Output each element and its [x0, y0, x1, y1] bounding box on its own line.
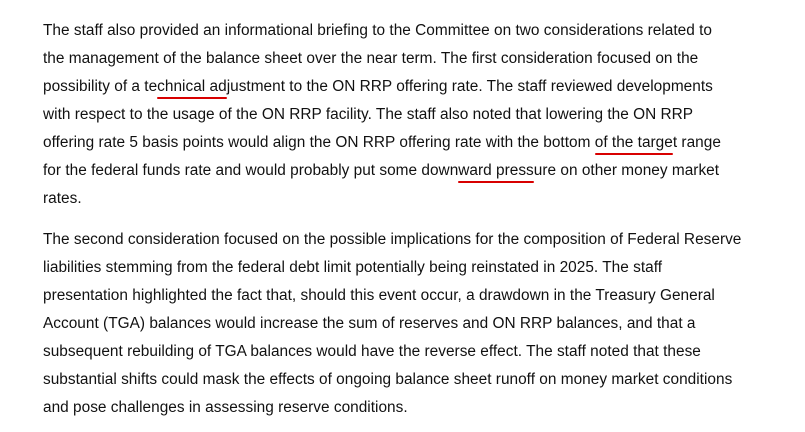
text-segment: subsequent rebuilding of TGA balances would have the reverse effect. The staff noted that these — [43, 343, 701, 360]
spellcheck-underline-of-the-target[interactable]: of the targe — [594, 134, 673, 151]
text-line — [43, 310, 788, 338]
text-line — [43, 101, 788, 129]
paragraph-spacer — [43, 213, 788, 226]
text-segment: The second consideration focused on the possible implications for the composition of Federal Reserve — [43, 231, 742, 248]
text-line — [43, 338, 788, 366]
text-segment: The staff also provided an informational briefing to the Committee on two considerations related to — [43, 22, 712, 39]
text-segment: the management of the balance sheet over the near term. The first consideration focused on the — [43, 50, 699, 67]
text-segment: Account (TGA) balances would increase the sum of reserves and ON RRP balances, and that a — [43, 315, 696, 332]
text-segment: t range — [672, 134, 721, 151]
text-segment: possibility of a te — [43, 78, 158, 95]
text-segment: rates. — [43, 190, 82, 207]
paragraph-balance-sheet — [43, 17, 788, 213]
text-line — [43, 17, 788, 45]
text-line — [43, 129, 788, 157]
spellcheck-underline-technical-adjustment[interactable]: chnical ad — [157, 78, 227, 95]
text-line — [43, 45, 788, 73]
text-segment: offering rate 5 basis points would align the ON RRP offering rate with the bottom — [43, 134, 595, 151]
text-segment: justment to the ON RRP offering rate. The staff reviewed developments — [226, 78, 713, 95]
text-line — [43, 157, 788, 185]
paragraph-debt-limit — [43, 226, 788, 422]
text-line — [43, 282, 788, 310]
text-segment: liabilities stemming from the federal debt limit potentially being reinstated in 2025. The staff — [43, 259, 663, 276]
text-line — [43, 226, 788, 254]
text-line — [43, 366, 788, 394]
text-line — [43, 394, 788, 422]
text-segment: substantial shifts could mask the effects of ongoing balance sheet runoff on money market conditions — [43, 371, 733, 388]
text-line — [43, 254, 788, 282]
text-segment: with respect to the usage of the ON RRP facility. The staff also noted that lowering the ON RRP — [43, 106, 694, 123]
text-segment: for the federal funds rate and would probably put some down — [43, 162, 459, 179]
text-line — [43, 185, 788, 213]
spellcheck-underline-downward-pressure[interactable]: ward press — [458, 162, 534, 179]
text-line — [43, 73, 788, 101]
text-segment: ure on other money market — [533, 162, 720, 179]
text-segment: and pose challenges in assessing reserve conditions. — [43, 399, 408, 416]
document-body — [43, 17, 788, 422]
text-segment: presentation highlighted the fact that, should this event occur, a drawdown in the Treasury General — [43, 287, 715, 304]
